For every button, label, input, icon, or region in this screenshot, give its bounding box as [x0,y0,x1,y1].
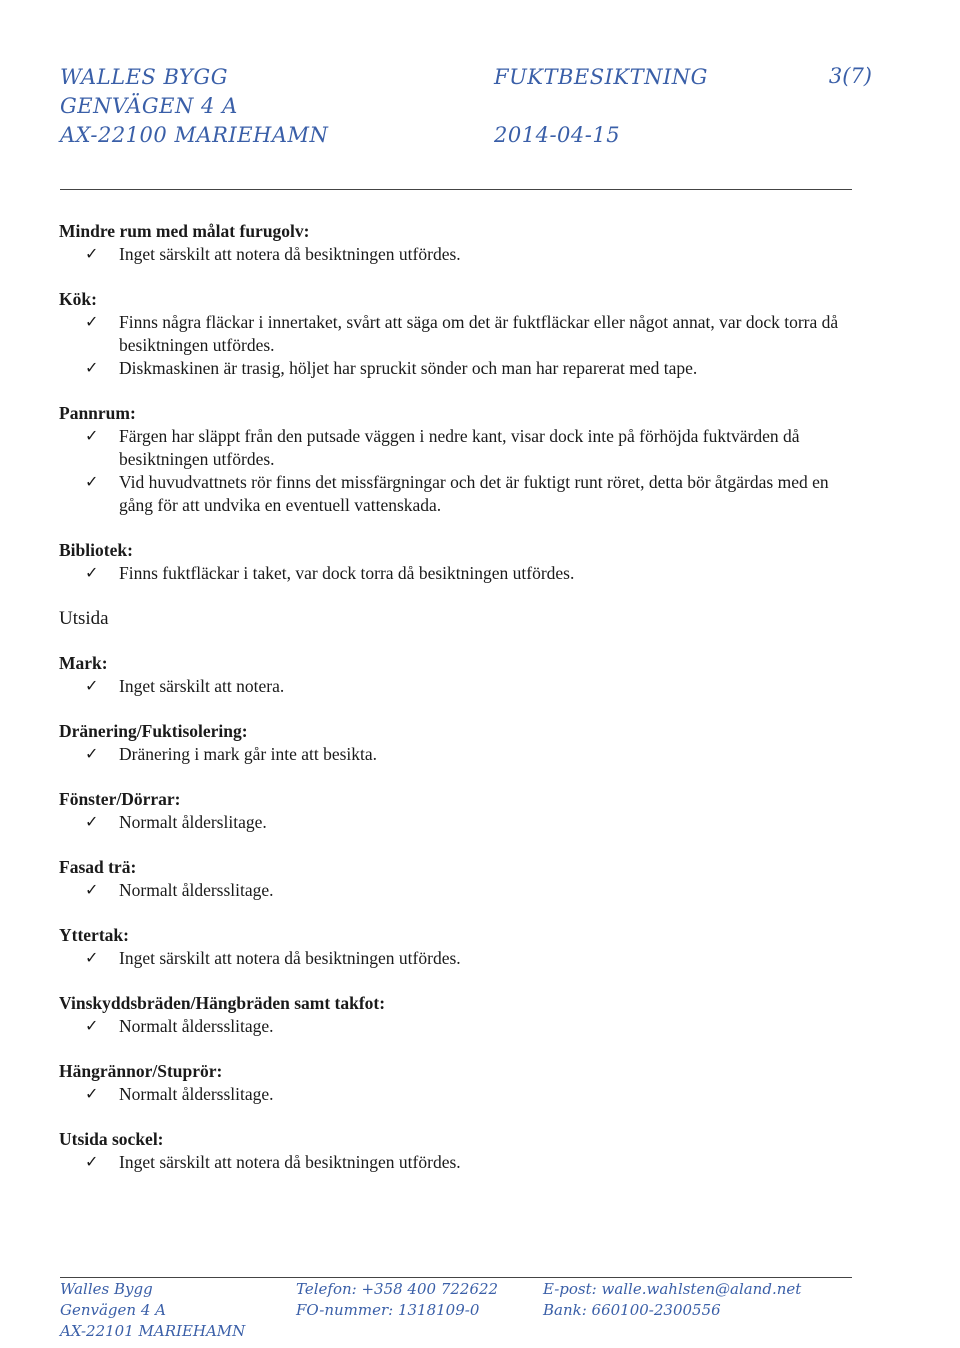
checklist-item-text: Inget särskilt att notera då besiktningen utfördes. [119,244,461,264]
checklist-item [59,243,859,266]
section-heading: Mark: [59,653,108,673]
inspection-section [59,652,859,698]
document-title: FUKTBESIKTNING [494,65,708,89]
checkmark-icon: ✓ [85,882,99,899]
inspection-section [59,788,859,834]
section-spacer [59,1106,859,1128]
checkmark-icon: ✓ [85,1018,99,1035]
inspection-section [59,1128,859,1174]
section-heading: Mindre rum med målat furugolv: [59,221,310,241]
checklist-item [59,675,859,698]
section-heading: Bibliotek: [59,540,133,560]
inspection-section [59,856,859,902]
page-number: 3(7) [828,64,872,88]
section-spacer [59,1038,859,1060]
section-heading: Fönster/Dörrar: [59,789,181,809]
checkmark-icon: ✓ [85,428,99,445]
inspection-section [59,288,859,380]
section-spacer [59,585,859,607]
checklist-item [59,1015,859,1038]
section-spacer [59,766,859,788]
section-heading: Utsida sockel: [59,1129,164,1149]
company-name: WALLES BYGG [60,65,228,89]
inspection-section [59,220,859,266]
section-spacer [59,698,859,720]
document-title-block [494,64,708,180]
inspection-section [59,1060,859,1106]
checklist-item-text: Dränering i mark går inte att besikta. [119,744,378,764]
checklist-item [59,743,859,766]
section-heading: Dränering/Fuktisolering: [59,721,248,741]
footer-street: Genvägen 4 A [60,1301,166,1319]
checklist-item [59,811,859,834]
checkmark-icon: ✓ [85,950,99,967]
header-divider [60,189,852,190]
section-spacer [59,1174,859,1196]
checklist-item [59,311,859,357]
section-spacer [59,970,859,992]
checklist-item [59,471,859,517]
section-heading: Utsida [59,608,109,629]
checklist-item [59,1151,859,1174]
checkmark-icon: ✓ [85,474,99,491]
footer-email: E-post: walle.wahlsten@aland.net [543,1280,802,1298]
checkmark-icon: ✓ [85,678,99,695]
footer-phone: Telefon: +358 400 722622 [296,1280,499,1298]
company-address-block [60,64,328,151]
checklist-item-text: Normalt åldersslitage. [119,880,274,900]
section-spacer [59,266,859,288]
checkmark-icon: ✓ [85,360,99,377]
section-spacer [59,834,859,856]
section-heading: Pannrum: [59,403,136,423]
company-city: AX-22100 MARIEHAMN [60,123,329,147]
checklist-item-text: Normalt ålderslitage. [119,812,267,832]
checkmark-icon: ✓ [85,746,99,763]
checkmark-icon: ✓ [85,314,99,331]
section-spacer [59,630,859,652]
footer-city: AX-22101 MARIEHAMN [60,1322,246,1340]
section-heading: Hängrännor/Stuprör: [59,1061,223,1081]
section-spacer [59,517,859,539]
checklist-item-text: Färgen har släppt från den putsade väggen i nedre kant, visar dock inte på förhöjda fuktvärden då besiktningen utfördes. [119,426,800,469]
section-heading: Yttertak: [59,925,129,945]
checklist-item-text: Normalt åldersslitage. [119,1084,274,1104]
checkmark-icon: ✓ [85,814,99,831]
inspection-section [59,402,859,517]
document-date: 2014-04-15 [494,123,621,147]
checklist-item-text: Diskmaskinen är trasig, höljet har spruckit sönder och man har reparerat med tape. [119,358,698,378]
checklist-item [59,357,859,380]
checklist-item [59,879,859,902]
section-heading: Fasad trä: [59,857,137,877]
company-street: GENVÄGEN 4 A [60,94,238,118]
checklist-item-text: Normalt åldersslitage. [119,1016,274,1036]
checklist-item-text: Vid huvudvattnets rör finns det missfärgningar och det är fuktigt runt röret, detta bör åtgärdas med en gång för att undvika en eventuell vattenskada. [119,472,829,515]
footer-divider [60,1277,852,1278]
checklist-item [59,425,859,471]
checklist-item-text: Finns fuktfläckar i taket, var dock torra då besiktningen utfördes. [119,563,575,583]
inspection-section [59,539,859,585]
checklist-item [59,1083,859,1106]
footer-email-bank [543,1279,801,1321]
section-heading: Vinskyddsbräden/Hängbräden samt takfot: [59,993,386,1013]
inspection-section [59,924,859,970]
footer-contact [296,1279,498,1321]
footer-company: Walles Bygg [60,1280,153,1298]
inspection-content [59,220,859,1196]
checkmark-icon: ✓ [85,1086,99,1103]
inspection-section [59,607,859,630]
inspection-section [59,720,859,766]
checkmark-icon: ✓ [85,1154,99,1171]
checklist-item-text: Finns några fläckar i innertaket, svårt att säga om det är fuktfläckar eller något annat, var dock torra då besiktningen utfördes. [119,312,839,355]
footer-address [60,1279,245,1342]
checklist-item [59,562,859,585]
section-heading: Kök: [59,289,97,309]
checklist-item-text: Inget särskilt att notera då besiktningen utfördes. [119,948,461,968]
footer-fo-number: FO-nummer: 1318109-0 [296,1301,480,1319]
section-spacer [59,380,859,402]
footer-bank: Bank: 660100-2300556 [543,1301,721,1319]
checklist-item [59,947,859,970]
checkmark-icon: ✓ [85,565,99,582]
checkmark-icon: ✓ [85,246,99,263]
inspection-section [59,992,859,1038]
checklist-item-text: Inget särskilt att notera. [119,676,285,696]
checklist-item-text: Inget särskilt att notera då besiktningen utfördes. [119,1152,461,1172]
section-spacer [59,902,859,924]
